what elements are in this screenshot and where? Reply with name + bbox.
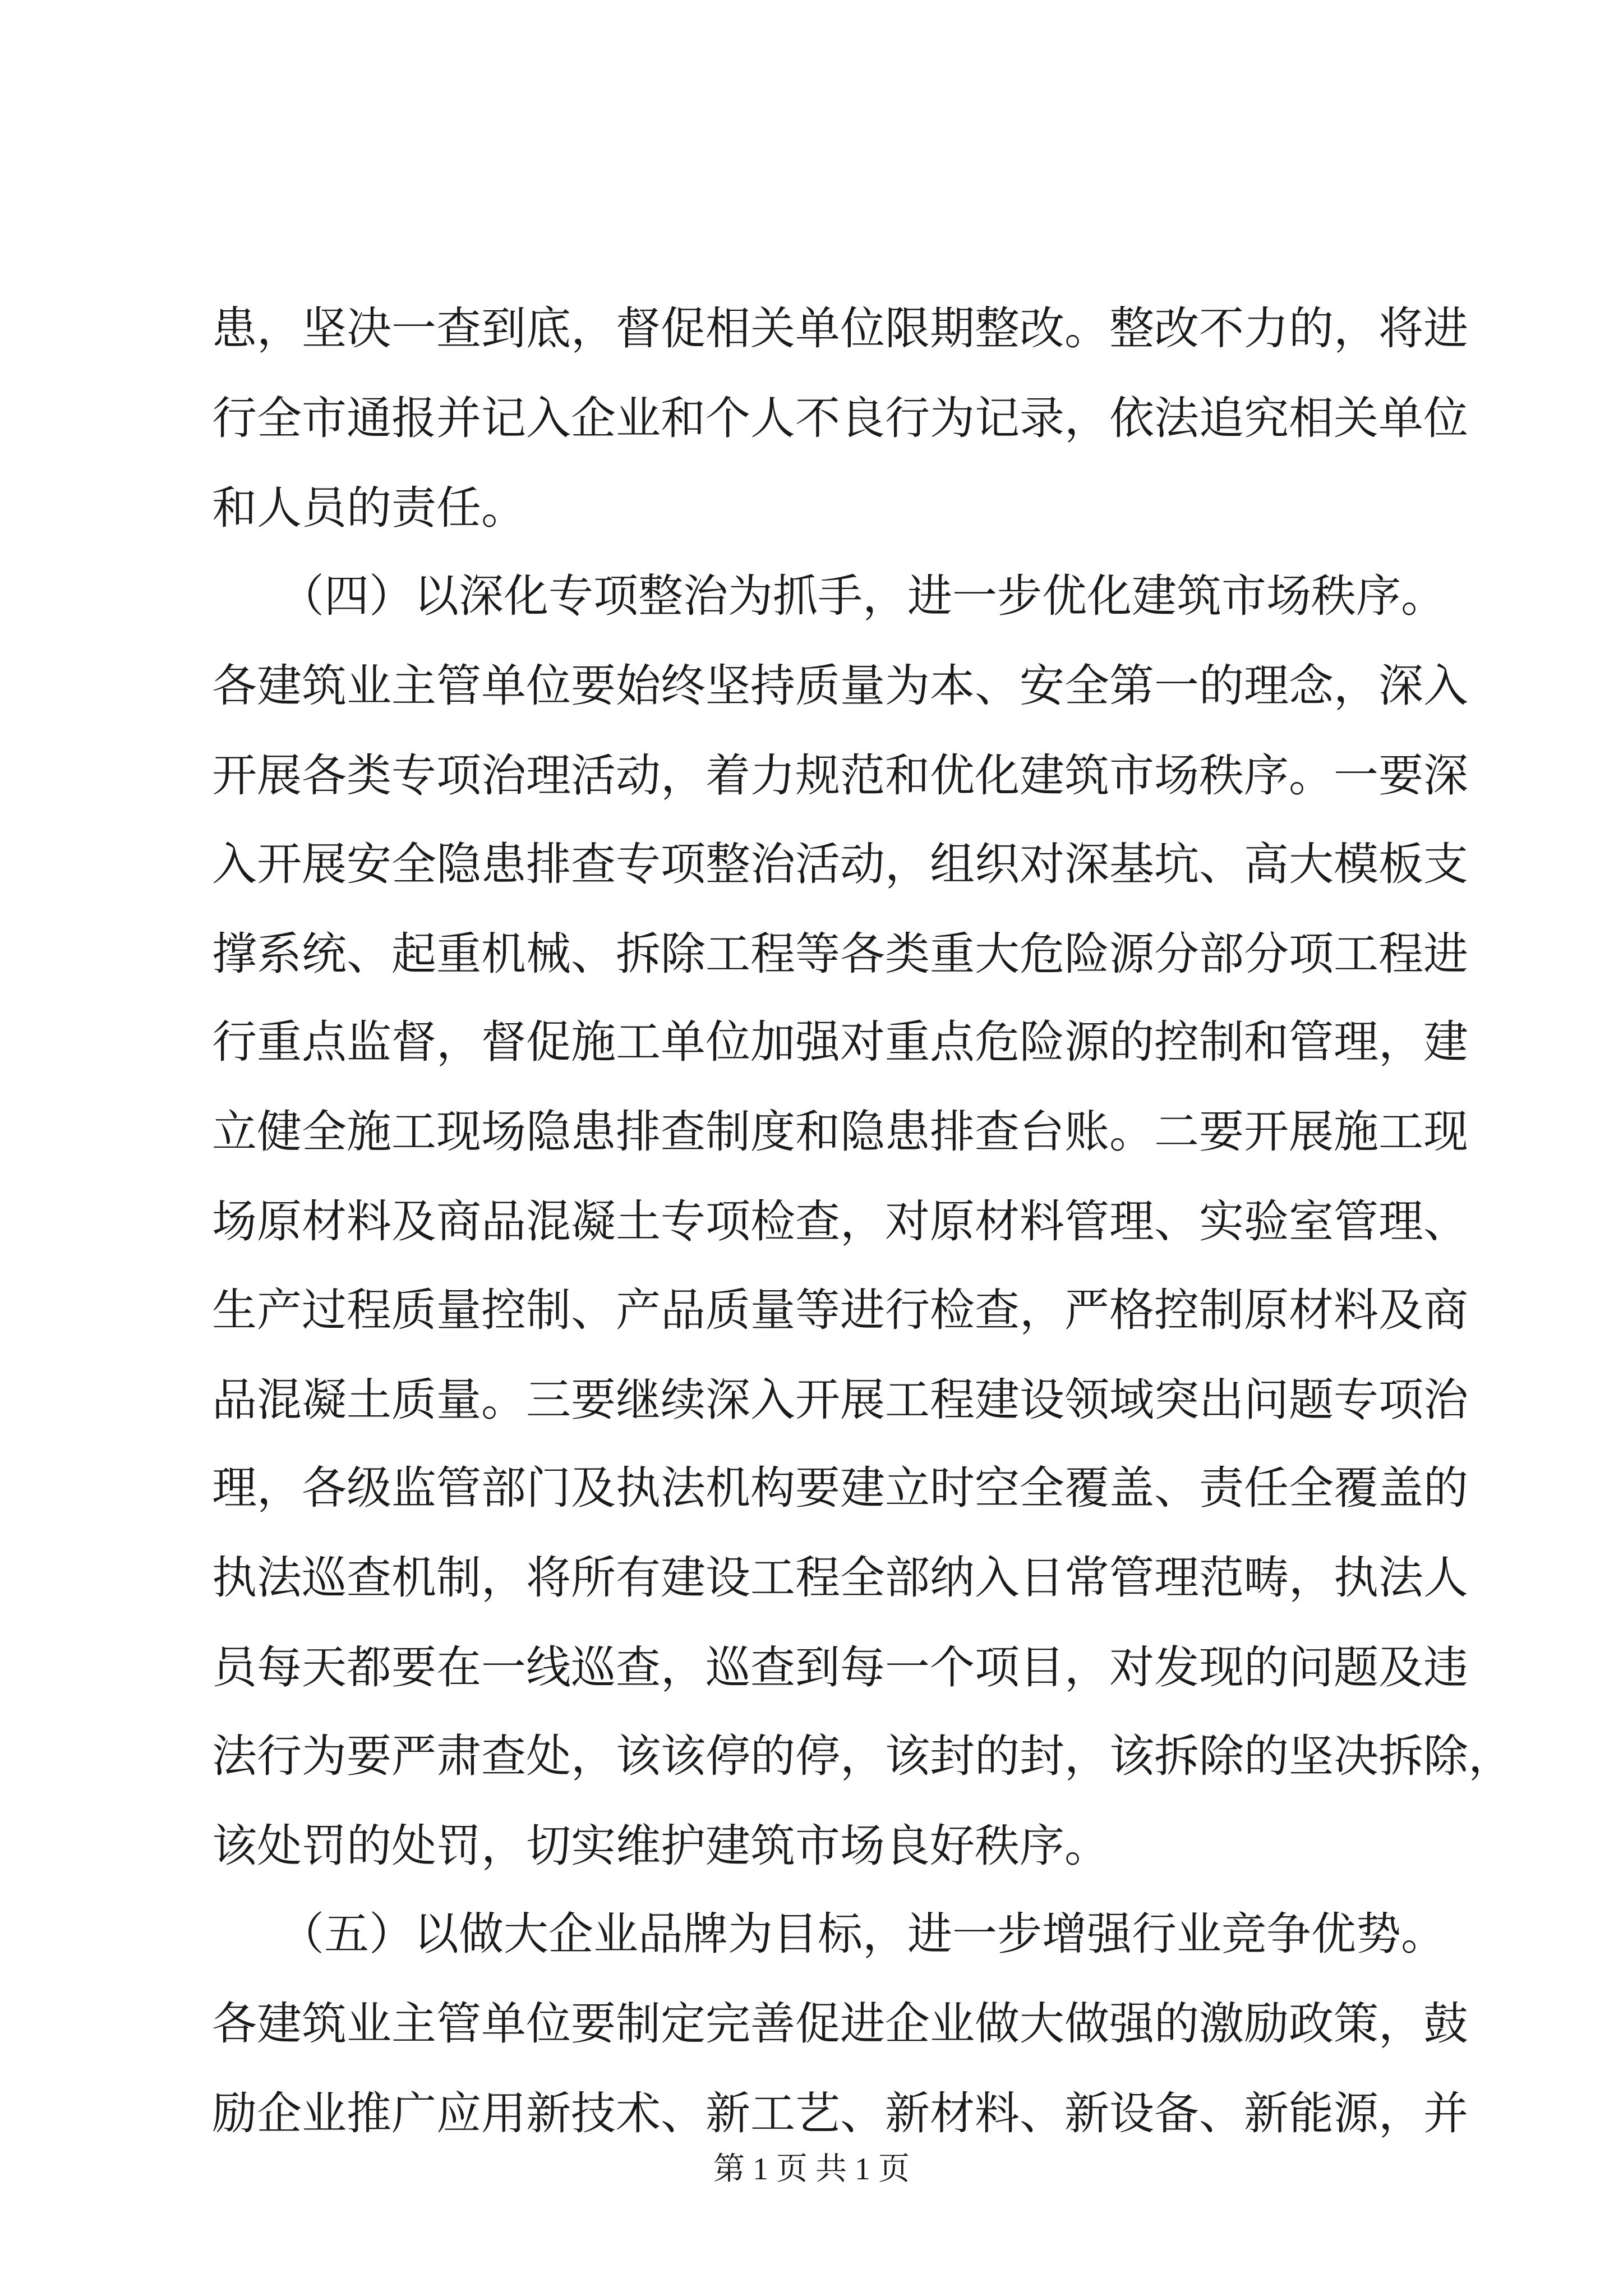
text-line: 品混凝土质量。三要继续深入开展工程建设领域突出问题专项治 — [212, 1374, 1468, 1426]
section-heading-line: （五）以做大企业品牌为目标，进一步增强行业竞争优势。 — [212, 1908, 1446, 1960]
text-line: 员每天都要在一线巡查，巡查到每一个项目，对发现的问题及违 — [212, 1641, 1468, 1694]
text-line: 行重点监督，督促施工单位加强对重点危险源的控制和管理，建 — [212, 1016, 1468, 1068]
text-line: 行全市通报并记入企业和个人不良行为记录，依法追究相关单位 — [212, 392, 1468, 444]
text-line: 撑系统、起重机械、拆除工程等各类重大危险源分部分项工程进 — [212, 928, 1468, 980]
text-line: 各建筑业主管单位要始终坚持质量为本、安全第一的理念，深入 — [212, 660, 1468, 712]
text-line: 入开展安全隐患排查专项整治活动，组织对深基坑、高大模板支 — [212, 838, 1468, 890]
text-line: 该处罚的处罚，切实维护建筑市场良好秩序。 — [212, 1820, 1109, 1872]
text-line: 场原材料及商品混凝土专项检查，对原材料管理、实验室管理、 — [212, 1195, 1468, 1248]
text-line: 各建筑业主管单位要制定完善促进企业做大做强的激励政策，鼓 — [212, 1998, 1468, 2050]
text-line: 法行为要严肃查处，该该停的停，该封的封，该拆除的坚决拆除， — [212, 1730, 1513, 1782]
text-line: 理，各级监管部门及执法机构要建立时空全覆盖、责任全覆盖的 — [212, 1462, 1468, 1514]
text-line: 生产过程质量控制、产品质量等进行检查，严格控制原材料及商 — [212, 1284, 1468, 1336]
text-line: 立健全施工现场隐患排查制度和隐患排查台账。二要开展施工现 — [212, 1106, 1468, 1158]
text-line: 和人员的责任。 — [212, 482, 526, 534]
text-line: 励企业推广应用新技术、新工艺、新材料、新设备、新能源，并 — [212, 2087, 1468, 2139]
text-line: 开展各类专项治理活动，着力规范和优化建筑市场秩序。一要深 — [212, 749, 1468, 802]
text-line: 患，坚决一查到底，督促相关单位限期整改。整改不力的，将进 — [212, 302, 1468, 355]
text-line: 执法巡查机制，将所有建设工程全部纳入日常管理范畴，执法人 — [212, 1552, 1468, 1604]
page-footer: 第 1 页 共 1 页 — [713, 2152, 910, 2187]
section-heading-line: （四）以深化专项整治为抓手，进一步优化建筑市场秩序。 — [212, 570, 1446, 622]
